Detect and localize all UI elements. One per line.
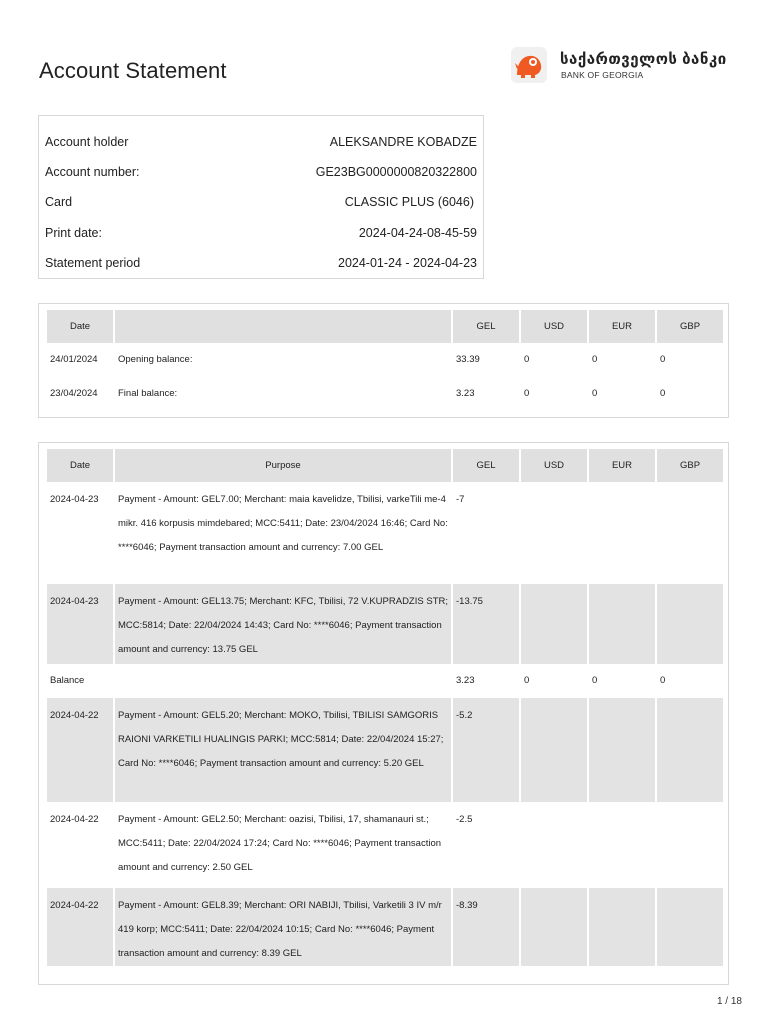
cell-eur xyxy=(589,482,655,584)
info-row-card xyxy=(45,195,477,215)
table-row xyxy=(47,802,723,888)
cell-eur xyxy=(589,584,655,664)
info-value: 2024-04-24-08-45-59 xyxy=(358,226,477,240)
cell-eur: 0 xyxy=(592,354,598,365)
cell-eur xyxy=(589,802,655,888)
cell-eur xyxy=(589,888,655,966)
table-row xyxy=(47,377,723,411)
info-value: ALEKSANDRE KOBADZE xyxy=(329,135,477,149)
cell-gel: -8.39 xyxy=(453,888,519,966)
column-header: EUR xyxy=(589,449,655,482)
cell-date: 2024-04-23 xyxy=(47,584,113,664)
cell-usd xyxy=(521,482,587,584)
summary-header-row xyxy=(47,310,723,343)
cell-gbp xyxy=(657,584,723,664)
column-header: GEL xyxy=(453,449,519,482)
table-row xyxy=(47,698,723,802)
cell-gbp: 0 xyxy=(660,388,666,399)
cell-gbp xyxy=(657,888,723,966)
column-header: Date xyxy=(47,449,113,482)
cell-date: 23/04/2024 xyxy=(50,388,98,399)
summary-table xyxy=(45,310,725,411)
table-row xyxy=(47,343,723,377)
cell-gel: 3.23 xyxy=(456,388,475,399)
info-value: GE23BG0000000820322800 xyxy=(315,165,477,179)
column-header: Purpose xyxy=(115,449,451,482)
column-header: GBP xyxy=(657,310,723,343)
cell-usd: 0 xyxy=(524,388,530,399)
cell-date: Balance xyxy=(50,675,85,686)
info-label: Card xyxy=(45,195,73,209)
cell-gel: -13.75 xyxy=(453,584,519,664)
bank-name-english: BANK OF GEORGIA xyxy=(561,70,644,80)
info-label: Statement period xyxy=(45,256,141,270)
lion-logo-icon xyxy=(511,47,547,83)
cell-eur xyxy=(589,698,655,802)
cell-gel: 3.23 xyxy=(456,675,475,686)
cell-gbp: 0 xyxy=(660,675,666,686)
cell-usd: 0 xyxy=(524,354,530,365)
table-row xyxy=(47,482,723,584)
info-label: Account number: xyxy=(45,165,140,179)
balance-row xyxy=(47,664,723,698)
cell-label: Final balance: xyxy=(118,388,178,399)
cell-gbp xyxy=(657,698,723,802)
cell-purpose: Payment - Amount: GEL2.50; Merchant: oazisi, Tbilisi, 17, shamanauri st.; MCC:5411; Date: 22/04/2024 17:24; Card No: ****6046; Payment transaction amount and currency: 2.50 GEL xyxy=(118,814,442,873)
summary-table-box xyxy=(38,303,729,418)
column-header: GEL xyxy=(453,310,519,343)
cell-gbp xyxy=(657,482,723,584)
cell-date: 24/01/2024 xyxy=(50,354,98,365)
info-row-account-number xyxy=(45,165,477,185)
page-number: 1 / 18 xyxy=(716,996,742,1007)
cell-usd xyxy=(521,698,587,802)
table-row xyxy=(47,888,723,966)
cell-gel: -2.5 xyxy=(456,814,473,825)
cell-eur: 0 xyxy=(592,388,598,399)
transactions-table-box xyxy=(38,442,729,985)
cell-usd xyxy=(521,888,587,966)
cell-gel: 33.39 xyxy=(456,354,480,365)
cell-gbp: 0 xyxy=(660,354,666,365)
column-header: USD xyxy=(521,310,587,343)
cell-date: 2024-04-22 xyxy=(47,698,113,802)
cell-purpose: Payment - Amount: GEL7.00; Merchant: maia kavelidze, Tbilisi, varkeTili me-4 mikr. 416 korpusis mimdebared; MCC:5411; Date: 23/04/2024 16:46; Card No: ****6046; Payment transaction amount and currency: 7.00 GEL xyxy=(118,494,448,553)
info-value: 2024-01-24 - 2024-04-23 xyxy=(338,256,477,270)
page-title: Account Statement xyxy=(39,58,227,83)
cell-date: 2024-04-23 xyxy=(50,494,99,505)
cell-purpose xyxy=(115,664,451,698)
info-row-print-date xyxy=(45,226,477,246)
transactions-table xyxy=(45,449,725,966)
cell-gel: -7 xyxy=(456,494,465,505)
info-value: CLASSIC PLUS (6046) xyxy=(344,195,474,209)
cell-date: 2024-04-22 xyxy=(47,888,113,966)
bank-logo xyxy=(511,47,733,85)
column-header: Date xyxy=(47,310,113,343)
column-header xyxy=(115,310,451,343)
cell-eur: 0 xyxy=(592,675,598,686)
cell-purpose: Payment - Amount: GEL8.39; Merchant: ORI NABIJI, Tbilisi, Varketili 3 IV m/r 419 korp; MCC:5411; Date: 22/04/2024 10:15; Card No: ****6046; Payment transaction amount and currency: 8.39 GEL xyxy=(115,888,451,966)
info-row-holder xyxy=(45,135,477,155)
cell-date: 2024-04-22 xyxy=(50,814,99,825)
table-row xyxy=(47,584,723,664)
cell-usd xyxy=(521,802,587,888)
transactions-header-row xyxy=(47,449,723,482)
cell-label: Opening balance: xyxy=(118,354,193,365)
info-row-period xyxy=(45,256,477,276)
cell-gel: -5.2 xyxy=(453,698,519,802)
cell-purpose: Payment - Amount: GEL5.20; Merchant: MOKO, Tbilisi, TBILISI SAMGORIS RAIONI VARKETILI HUALINGIS PARKI; MCC:5814; Date: 22/04/2024 15:27; Card No: ****6046; Payment transaction amount and currency: 5.20 GEL xyxy=(115,698,451,802)
info-label: Print date: xyxy=(45,226,102,240)
column-header: USD xyxy=(521,449,587,482)
info-label: Account holder xyxy=(45,135,129,149)
cell-gbp xyxy=(657,802,723,888)
account-info-box xyxy=(38,115,484,279)
column-header: GBP xyxy=(657,449,723,482)
column-header: EUR xyxy=(589,310,655,343)
bank-name-georgian: საქართველოს ბანკი xyxy=(560,51,727,68)
cell-usd xyxy=(521,584,587,664)
cell-usd: 0 xyxy=(524,675,530,686)
cell-purpose: Payment - Amount: GEL13.75; Merchant: KFC, Tbilisi, 72 V.KUPRADZIS STR; MCC:5814; Date: 22/04/2024 14:43; Card No: ****6046; Payment transaction amount and currency: 13.75 GEL xyxy=(115,584,451,664)
